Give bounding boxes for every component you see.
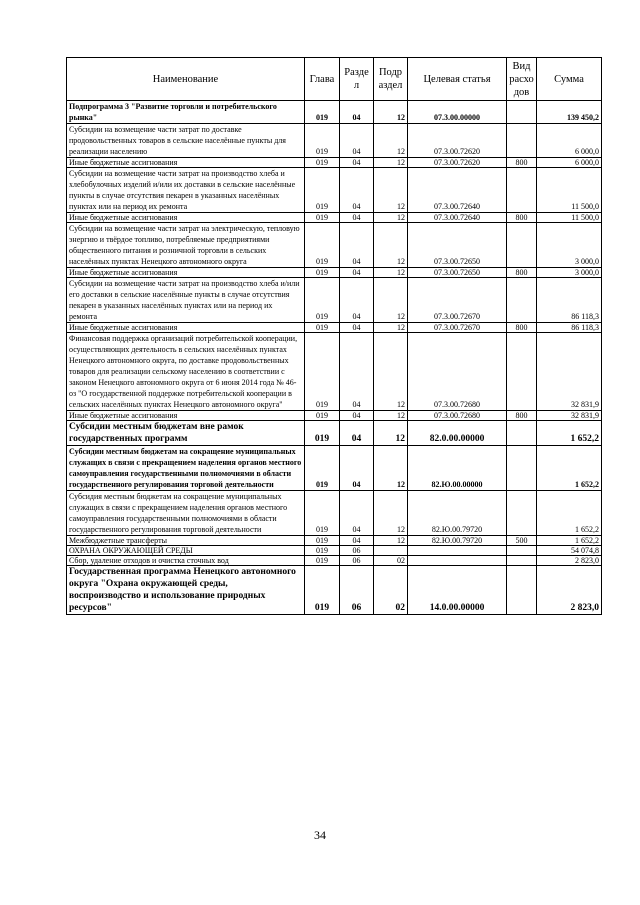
table-row bbox=[67, 158, 602, 168]
row-target bbox=[408, 556, 507, 566]
row-name: Субсидии местным бюджетам вне рамок государственных программ bbox=[67, 421, 305, 446]
row-sum: 86 118,3 bbox=[537, 278, 602, 323]
row-section: 04 bbox=[340, 491, 374, 536]
row-subsection: 12 bbox=[374, 101, 408, 124]
budget-table bbox=[66, 57, 602, 615]
row-section: 04 bbox=[340, 278, 374, 323]
row-kind bbox=[507, 546, 537, 556]
row-subsection: 12 bbox=[374, 333, 408, 411]
row-chapter: 019 bbox=[305, 411, 340, 421]
row-target: 07.3.00.72640 bbox=[408, 213, 507, 223]
row-kind: 800 bbox=[507, 323, 537, 333]
row-kind: 800 bbox=[507, 411, 537, 421]
table-row bbox=[67, 491, 602, 536]
row-chapter: 019 bbox=[305, 278, 340, 323]
row-sum: 6 000,0 bbox=[537, 158, 602, 168]
row-target: 07.3.00.00000 bbox=[408, 101, 507, 124]
row-section: 06 bbox=[340, 566, 374, 615]
row-sum: 32 831,9 bbox=[537, 333, 602, 411]
row-name: Субсидии на возмещение части затрат по доставке продовольственных товаров в сельские населённые пункты для реализации населению bbox=[67, 124, 305, 158]
row-name: Субсидия местным бюджетам на сокращение муниципальных служащих в связи с прекращением наделения органов местного самоуправления государственными полномочиями в области государственного регулирования торговой деятельности bbox=[67, 491, 305, 536]
row-section: 04 bbox=[340, 124, 374, 158]
row-subsection: 12 bbox=[374, 278, 408, 323]
row-name: Субсидии местным бюджетам на сокращение муниципальных служащих в связи с прекращением наделения органов местного самоуправления государственными полномочиями в области государственного регулирования торговой деятельности bbox=[67, 446, 305, 491]
row-sum: 2 823,0 bbox=[537, 566, 602, 615]
row-sum: 2 823,0 bbox=[537, 556, 602, 566]
table-row bbox=[67, 323, 602, 333]
row-subsection: 12 bbox=[374, 268, 408, 278]
row-sum: 6 000,0 bbox=[537, 124, 602, 158]
row-kind bbox=[507, 333, 537, 411]
row-target: 07.3.00.72620 bbox=[408, 124, 507, 158]
row-section: 04 bbox=[340, 421, 374, 446]
row-sum: 3 000,0 bbox=[537, 223, 602, 268]
row-name: ОХРАНА ОКРУЖАЮЩЕЙ СРЕДЫ bbox=[67, 546, 305, 556]
row-name: Иные бюджетные ассигнования bbox=[67, 213, 305, 223]
table-row bbox=[67, 268, 602, 278]
row-section: 04 bbox=[340, 333, 374, 411]
row-name: Финансовая поддержка организаций потребительской кооперации, осуществляющих деятельность в сельских населённых пунктах Ненецкого автономного округа, по доставке продовольственных товаров для реализации сельскому населению в соответствии с законом Ненецкого автономного округа от 6 июня 2014 года № 46-оз "О государственной поддержке потребительской кооперации в сельских населённых пунктах Ненецкого автономного округа" bbox=[67, 333, 305, 411]
row-section: 04 bbox=[340, 411, 374, 421]
row-section: 06 bbox=[340, 546, 374, 556]
row-kind bbox=[507, 124, 537, 158]
table-body bbox=[67, 101, 602, 615]
row-kind: 800 bbox=[507, 268, 537, 278]
row-target: 82.Ю.00.79720 bbox=[408, 491, 507, 536]
row-name: Иные бюджетные ассигнования bbox=[67, 158, 305, 168]
table-row bbox=[67, 446, 602, 491]
row-subsection bbox=[374, 546, 408, 556]
row-target: 07.3.00.72640 bbox=[408, 168, 507, 213]
row-target: 07.3.00.72680 bbox=[408, 411, 507, 421]
row-chapter: 019 bbox=[305, 213, 340, 223]
row-name: Государственная программа Ненецкого автономного округа "Охрана окружающей среды, воспроизводство и использование природных ресурсов" bbox=[67, 566, 305, 615]
table-row bbox=[67, 556, 602, 566]
row-target: 07.3.00.72670 bbox=[408, 323, 507, 333]
row-section: 06 bbox=[340, 556, 374, 566]
row-kind bbox=[507, 168, 537, 213]
row-chapter: 019 bbox=[305, 446, 340, 491]
row-kind bbox=[507, 421, 537, 446]
table-row bbox=[67, 223, 602, 268]
row-kind bbox=[507, 556, 537, 566]
row-subsection: 12 bbox=[374, 421, 408, 446]
row-kind bbox=[507, 446, 537, 491]
row-subsection: 12 bbox=[374, 491, 408, 536]
row-target: 07.3.00.72650 bbox=[408, 223, 507, 268]
row-name: Иные бюджетные ассигнования bbox=[67, 323, 305, 333]
row-target: 82.0.00.00000 bbox=[408, 421, 507, 446]
row-kind bbox=[507, 223, 537, 268]
row-kind bbox=[507, 101, 537, 124]
row-sum: 1 652,2 bbox=[537, 536, 602, 546]
table-row bbox=[67, 213, 602, 223]
row-name: Сбор, удаление отходов и очистка сточных вод bbox=[67, 556, 305, 566]
row-chapter: 019 bbox=[305, 556, 340, 566]
row-kind: 800 bbox=[507, 158, 537, 168]
row-target bbox=[408, 546, 507, 556]
col-section-header: Разде л bbox=[340, 58, 374, 101]
row-section: 04 bbox=[340, 536, 374, 546]
row-section: 04 bbox=[340, 323, 374, 333]
row-name: Иные бюджетные ассигнования bbox=[67, 411, 305, 421]
row-sum: 54 074,8 bbox=[537, 546, 602, 556]
row-subsection: 12 bbox=[374, 446, 408, 491]
col-chapter-header: Глава bbox=[305, 58, 340, 101]
row-kind: 800 bbox=[507, 213, 537, 223]
col-target-header: Целевая статья bbox=[408, 58, 507, 101]
row-chapter: 019 bbox=[305, 491, 340, 536]
col-subsection-header: Подр аздел bbox=[374, 58, 408, 101]
row-name: Межбюджетные трансферты bbox=[67, 536, 305, 546]
col-sum-header: Сумма bbox=[537, 58, 602, 101]
row-kind bbox=[507, 278, 537, 323]
row-subsection: 12 bbox=[374, 536, 408, 546]
row-subsection: 12 bbox=[374, 323, 408, 333]
table-row bbox=[67, 421, 602, 446]
row-chapter: 019 bbox=[305, 333, 340, 411]
page-number: 34 bbox=[314, 828, 326, 842]
row-sum: 139 450,2 bbox=[537, 101, 602, 124]
row-sum: 1 652,2 bbox=[537, 421, 602, 446]
row-kind bbox=[507, 491, 537, 536]
table-row bbox=[67, 566, 602, 615]
row-kind: 500 bbox=[507, 536, 537, 546]
row-target: 82.Ю.00.00000 bbox=[408, 446, 507, 491]
row-chapter: 019 bbox=[305, 158, 340, 168]
row-sum: 1 652,2 bbox=[537, 491, 602, 536]
row-kind bbox=[507, 566, 537, 615]
row-sum: 32 831,9 bbox=[537, 411, 602, 421]
row-subsection: 12 bbox=[374, 213, 408, 223]
table-row bbox=[67, 536, 602, 546]
table-row bbox=[67, 278, 602, 323]
row-section: 04 bbox=[340, 168, 374, 213]
row-chapter: 019 bbox=[305, 421, 340, 446]
table-row bbox=[67, 333, 602, 411]
table-row bbox=[67, 546, 602, 556]
row-chapter: 019 bbox=[305, 168, 340, 213]
row-subsection: 02 bbox=[374, 566, 408, 615]
header-row bbox=[67, 58, 602, 101]
row-sum: 11 500,0 bbox=[537, 213, 602, 223]
row-chapter: 019 bbox=[305, 323, 340, 333]
row-name: Субсидии на возмещение части затрат на производство хлеба и/или его доставки в сельские населённые пункты в случае отсутствия пекарен в указанных населённых пунктах или на период их ремонта bbox=[67, 278, 305, 323]
row-sum: 86 118,3 bbox=[537, 323, 602, 333]
row-chapter: 019 bbox=[305, 546, 340, 556]
row-subsection: 12 bbox=[374, 223, 408, 268]
row-name: Подпрограмма 3 "Развитие торговли и потребительского рынка" bbox=[67, 101, 305, 124]
row-target: 07.3.00.72670 bbox=[408, 278, 507, 323]
row-subsection: 12 bbox=[374, 124, 408, 158]
row-section: 04 bbox=[340, 268, 374, 278]
row-section: 04 bbox=[340, 446, 374, 491]
row-subsection: 12 bbox=[374, 411, 408, 421]
col-name-header: Наименование bbox=[67, 58, 305, 101]
table-row bbox=[67, 168, 602, 213]
row-subsection: 12 bbox=[374, 168, 408, 213]
row-target: 07.3.00.72620 bbox=[408, 158, 507, 168]
row-section: 04 bbox=[340, 101, 374, 124]
row-chapter: 019 bbox=[305, 223, 340, 268]
row-sum: 11 500,0 bbox=[537, 168, 602, 213]
table-row bbox=[67, 124, 602, 158]
row-name: Субсидии на возмещение части затрат на производство хлеба и хлебобулочных изделий и/или их доставки в сельские населённые пункты в случае отсутствия пекарен в указанных населённых пунктах или на период их ремонта bbox=[67, 168, 305, 213]
col-kind-header: Вид расхо дов bbox=[507, 58, 537, 101]
row-section: 04 bbox=[340, 223, 374, 268]
row-chapter: 019 bbox=[305, 268, 340, 278]
row-subsection: 12 bbox=[374, 158, 408, 168]
row-target: 14.0.00.00000 bbox=[408, 566, 507, 615]
row-section: 04 bbox=[340, 213, 374, 223]
row-section: 04 bbox=[340, 158, 374, 168]
row-chapter: 019 bbox=[305, 536, 340, 546]
table-row bbox=[67, 101, 602, 124]
row-name: Субсидии на возмещение части затрат на электрическую, тепловую энергию и твёрдое топливо, потребляемые предприятиями общественного питания и розничной торговли в сельских населённых пунктах Ненецкого автономного округа bbox=[67, 223, 305, 268]
row-sum: 3 000,0 bbox=[537, 268, 602, 278]
row-sum: 1 652,2 bbox=[537, 446, 602, 491]
row-subsection: 02 bbox=[374, 556, 408, 566]
row-chapter: 019 bbox=[305, 124, 340, 158]
row-target: 82.Ю.00.79720 bbox=[408, 536, 507, 546]
row-target: 07.3.00.72650 bbox=[408, 268, 507, 278]
row-target: 07.3.00.72680 bbox=[408, 333, 507, 411]
table-row bbox=[67, 411, 602, 421]
row-chapter: 019 bbox=[305, 566, 340, 615]
row-name: Иные бюджетные ассигнования bbox=[67, 268, 305, 278]
row-chapter: 019 bbox=[305, 101, 340, 124]
